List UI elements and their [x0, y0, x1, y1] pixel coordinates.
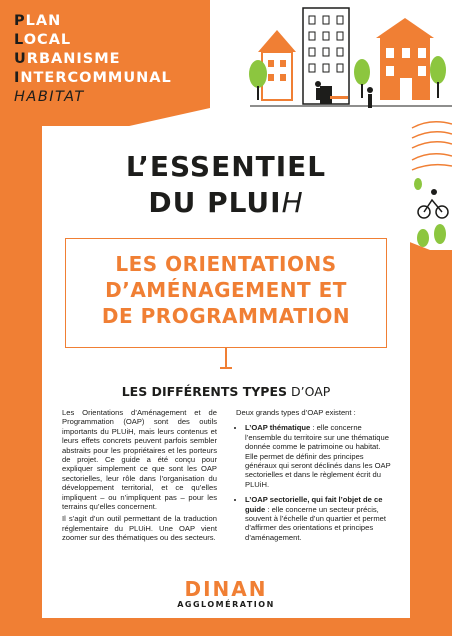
frame-connector-foot: [220, 367, 232, 369]
frame-connector: [225, 348, 227, 368]
dinan-agglomeration-logo: [42, 578, 410, 610]
section-title-line: DE PROGRAMMATION: [101, 304, 351, 328]
logo-sub: AGGLOMÉRATION: [177, 600, 275, 609]
acronym-row: [14, 12, 172, 31]
main-title-line1: L’ESSENTIEL: [125, 150, 327, 183]
habitat-label: HABITAT: [14, 89, 85, 105]
oap-types-list: [236, 423, 394, 542]
section-title-line: LES ORIENTATIONS: [115, 252, 337, 276]
acronym-letter: I: [14, 70, 21, 86]
acronym-rest: RBANISME: [26, 51, 121, 67]
paragraph: Deux grands types d’OAP existent :: [236, 408, 356, 417]
acronym-rest: NTERCOMMUNAL: [20, 70, 172, 86]
right-column: [236, 408, 394, 548]
list-item-text: : elle concerne l’ensemble du territoire sur une thématique donnée comme le patrimoine ou habitat. Elle permet de définir des principes généraux qui seront déclinés dans les OAP sectorielles et dans le règlement écrit du PLUiH.: [245, 423, 391, 489]
plan-acronym: [14, 12, 172, 107]
subtitle-rest: D’OAP: [287, 384, 331, 399]
acronym-rest: OCAL: [23, 32, 72, 48]
acronym-letter: P: [14, 13, 26, 29]
acronym-letter: L: [14, 32, 24, 48]
list-item-title: L’OAP sectorielle, qui fait l’objet de ce guide: [245, 495, 383, 514]
acronym-rest: LAN: [25, 13, 62, 29]
list-item: [245, 495, 394, 542]
acronym-row: [14, 50, 172, 69]
paragraph: Les Orientations d’Aménagement et de Programmation (OAP) sont des outils importants du PLUiH, mais leurs contenus et leurs effets concrets peuvent parfois sembler abstraits pour les propriétaires et les porteurs de projet. Ce guide a été conçu pour expliquer simplement ce que sont les OAP sectorielles, leur rôle dans l’organisation du développement territorial, et ce qu’elles impliquent – ou n’impliquent pas – pour les terrains qu’elles concernent.: [62, 408, 217, 512]
subtitle: [42, 384, 410, 399]
acronym-row: [14, 69, 172, 88]
section-frame: [65, 238, 387, 348]
subtitle-bold: LES DIFFÉRENTS TYPES: [121, 384, 287, 399]
list-item: [245, 423, 394, 489]
acronym-row: [14, 31, 172, 50]
paragraph: Il s’agit d’un outil permettant de la traduction réglementaire du PLUiH. Une OAP vient zoomer sur des thématiques ou des secteurs.: [62, 514, 217, 543]
left-column: [62, 408, 217, 546]
content-card: [42, 126, 410, 618]
acronym-letter: U: [14, 51, 27, 67]
section-title: [66, 251, 386, 329]
tower-building-icon: [303, 8, 349, 104]
section-title-line: D’AMÉNAGEMENT ET: [105, 278, 347, 302]
list-item-text: : elle concerne un secteur précis, souvent à l’échelle d’un quartier et permet d’affirmer des orientations et principes d’aménagement.: [245, 504, 386, 542]
list-item-title: L’OAP thématique: [245, 423, 311, 433]
main-title-text: DU PLUI: [148, 186, 282, 219]
main-title-line2: [42, 186, 410, 220]
logo-main: DINAN: [184, 577, 268, 601]
main-title-italic: H: [281, 186, 304, 219]
